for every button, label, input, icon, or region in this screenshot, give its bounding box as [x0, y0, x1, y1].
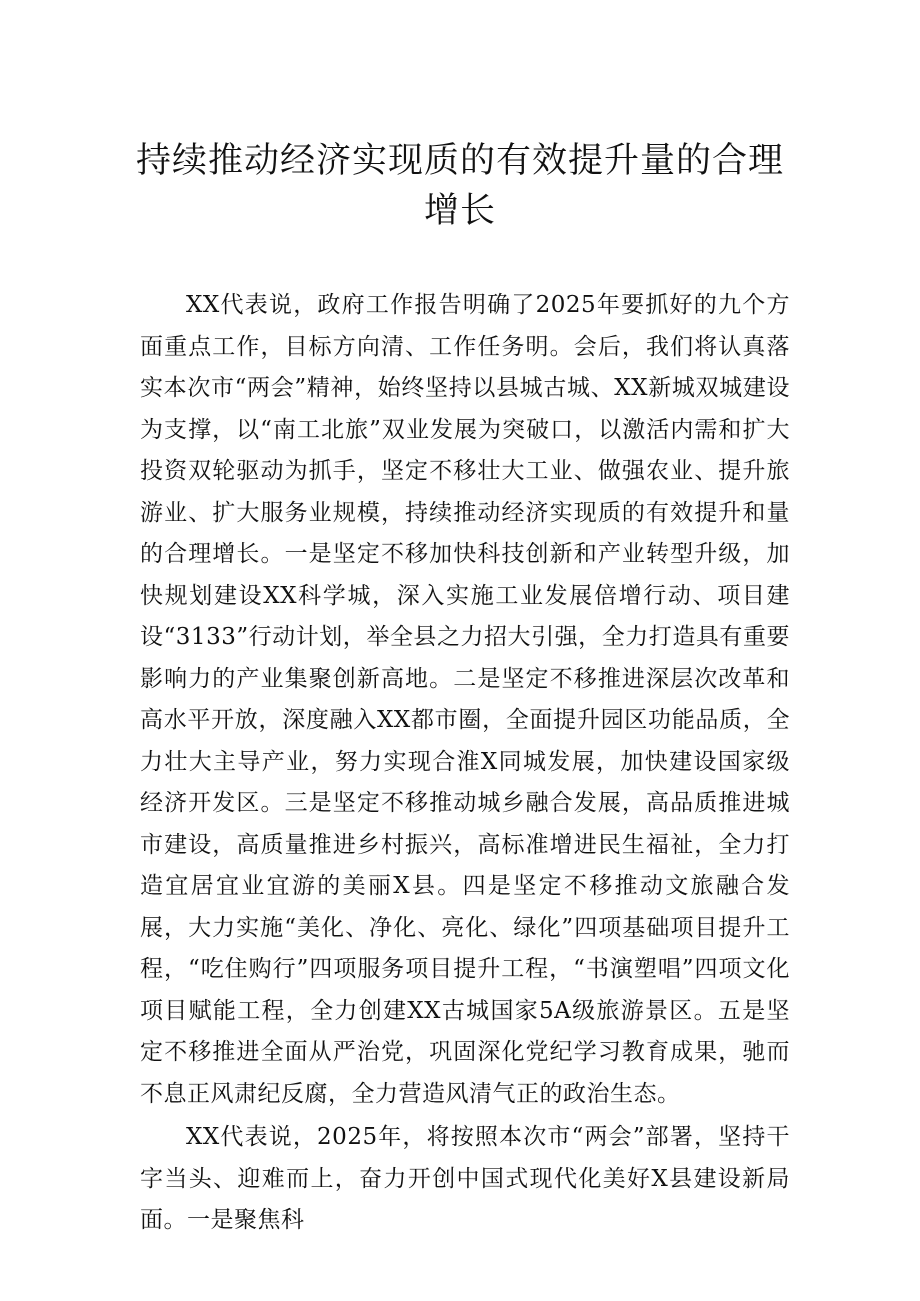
paragraph-2: XX代表说，2025年，将按照本次市“两会”部署，坚持干字当头、迎难而上，奋力开创中国式现代化美好X县建设新局面。一是聚焦科 [140, 1124, 790, 1233]
document-body [140, 285, 790, 1242]
paragraph-1: XX代表说，政府工作报告明确了2025年要抓好的九个方面重点工作，目标方向清、工作任务明。会后，我们将认真落实本次市“两会”精神，始终坚持以县城古城、XX新城双城建设为支撑，以“南工北旅”双业发展为突破口，以激活内需和扩大投资双轮驱动为抓手，坚定不移壮大工业、做强农业、提升旅游业、扩大服务业规模，持续推动经济实现质的有效提升和量的合理增长。一是坚定不移加快科技创新和产业转型升级，加快规划建设XX科学城，深入实施工业发展倍增行动、项目建设“3133”行动计划，举全县之力招大引强，全力打造具有重要影响力的产业集聚创新高地。二是坚定不移推进深层次改革和高水平开放，深度融入XX都市圈，全面提升园区功能品质，全力壮大主导产业，努力实现合淮X同城发展，加快建设国家级经济开发区。三是坚定不移推动城乡融合发展，高品质推进城市建设，高质量推进乡村振兴，高标准增进民生福祉，全力打造宜居宜业宜游的美丽X县。四是坚定不移推动文旅融合发展，大力实施“美化、净化、亮化、绿化”四项基础项目提升工程，“吃住购行”四项服务项目提升工程，“书演塑唱”四项文化项目赋能工程，全力创建XX古城国家5A级旅游景区。五是坚定不移推进全面从严治党，巩固深化党纪学习教育成果，驰而不息正风肃纪反腐，全力营造风清气正的政治生态。 [140, 292, 790, 1107]
page-title: 持续推动经济实现质的有效提升量的合理增长 [135, 141, 784, 231]
